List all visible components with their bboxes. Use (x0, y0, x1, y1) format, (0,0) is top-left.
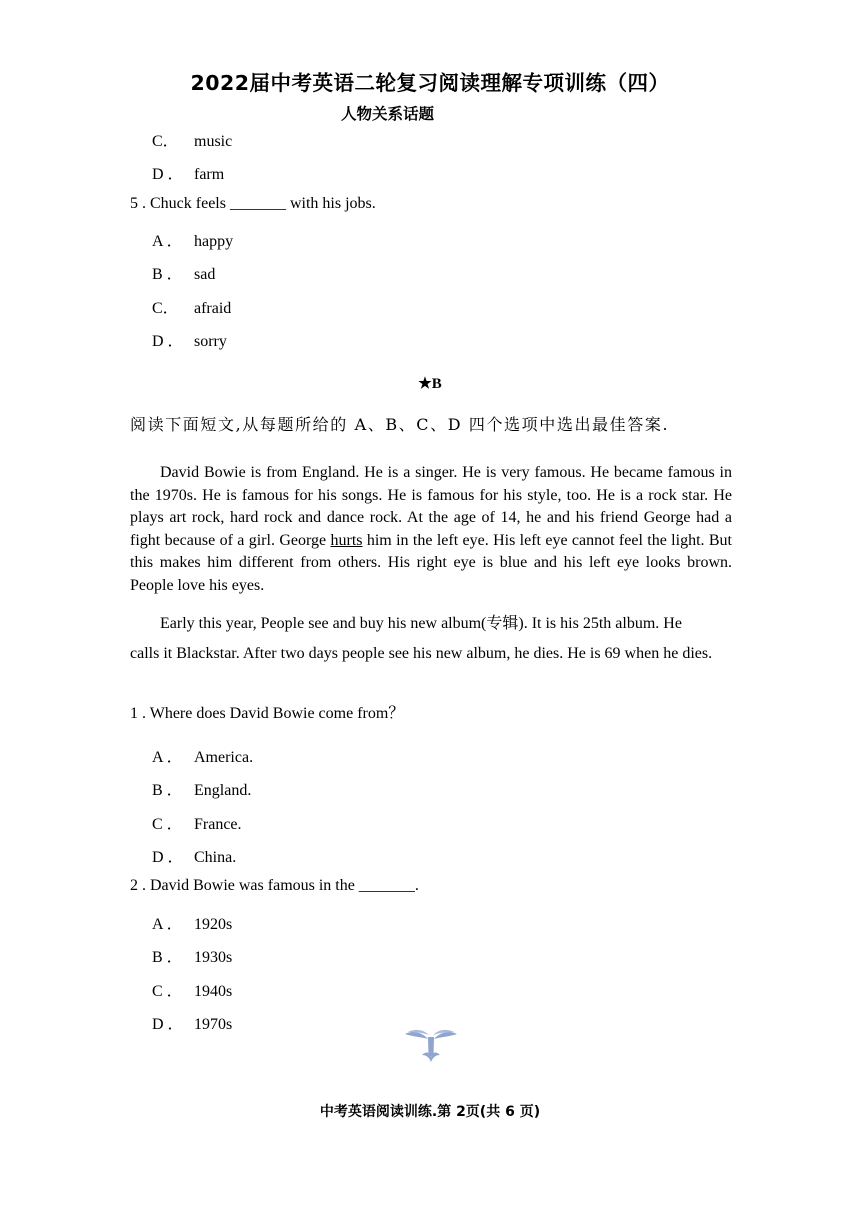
q1-option-c (152, 811, 242, 834)
section-instruction: 阅读下面短文,从每题所给的 A、B、C、D 四个选项中选出最佳答案. (130, 415, 670, 434)
option-letter: D ． (152, 1016, 184, 1033)
option-letter: A ． (152, 916, 183, 933)
option-letter: B ． (152, 949, 183, 966)
q2-option-d (152, 1011, 232, 1034)
publisher-logo-icon (402, 1028, 460, 1064)
option-text: music (194, 133, 233, 150)
option-letter: C ． (152, 983, 183, 1000)
paragraph-text: David Bowie is from England. He is a singer. He is very famous. He became famous in the 1970s. He is famous for his songs. He is famous for his style, too. He is a rock star. He plays art rock, hard rock and dance rock. At the age of 14, he and his friend George had a fight because of a girl. George (130, 464, 732, 549)
option-text: China. (194, 849, 237, 866)
option-letter: D ． (152, 849, 184, 866)
q5-option-a (152, 228, 233, 251)
option-letter: C． (152, 133, 179, 150)
question-1-stem: 1 . Where does David Bowie come from？ (130, 705, 405, 722)
page-title: 2022届中考英语二轮复习阅读理解专项训练（四） (190, 71, 670, 95)
paragraph-text: him in the left eye. His left eye cannot feel the light. But this makes him different from others. His right eye is blue and his left eye looks brown. People love his eyes. (130, 531, 733, 594)
page-subtitle: 人物关系话题 (341, 105, 435, 123)
q5-option-c (152, 295, 231, 318)
option-letter: A ． (152, 749, 183, 766)
question-5-stem: 5 . Chuck feels _______ with his jobs. (130, 195, 376, 212)
option-text: France. (194, 816, 242, 833)
option-text: sorry (194, 333, 227, 350)
option-letter: B ． (152, 782, 183, 799)
option-letter: C． (152, 300, 179, 317)
option-letter: D ． (152, 333, 184, 350)
q2-option-c (152, 978, 232, 1001)
q1-option-b (152, 777, 251, 800)
option-text: 1940s (194, 983, 233, 1000)
q1-option-d (152, 844, 236, 867)
question-2-stem: 2 . David Bowie was famous in the _______. (130, 877, 419, 894)
page-footer: 中考英语阅读训练.第 2页(共 6 页) (319, 1104, 541, 1120)
q4-option-d (152, 161, 224, 184)
option-letter: D ． (152, 166, 184, 183)
option-text: 1920s (194, 916, 233, 933)
q1-option-a (152, 744, 253, 767)
section-heading: ★B (418, 376, 442, 392)
passage-paragraph-1 (130, 462, 732, 598)
option-letter: C ． (152, 816, 183, 833)
option-text: England. (194, 782, 252, 799)
option-text: America. (194, 749, 254, 766)
option-letter: B ． (152, 266, 183, 283)
q2-option-a (152, 911, 232, 934)
q4-option-c (152, 128, 232, 151)
underlined-word: hurts (330, 531, 363, 549)
option-text: 1970s (194, 1016, 233, 1033)
option-text: sad (194, 266, 216, 283)
option-text: happy (194, 233, 234, 250)
q2-option-b (152, 944, 232, 967)
option-text: 1930s (194, 949, 233, 966)
option-text: farm (194, 166, 225, 183)
option-letter: A ． (152, 233, 183, 250)
passage-paragraph-2-line-1: Early this year, People see and buy his new album(专辑). It is his 25th album. He (160, 615, 682, 632)
option-text: afraid (194, 300, 232, 317)
passage-paragraph-2-continued (130, 643, 732, 666)
q5-option-d (152, 328, 227, 351)
paragraph-text: calls it Blackstar. After two days people see his new album, he dies. He is 69 when he dies. (130, 645, 713, 662)
q5-option-b (152, 261, 215, 284)
